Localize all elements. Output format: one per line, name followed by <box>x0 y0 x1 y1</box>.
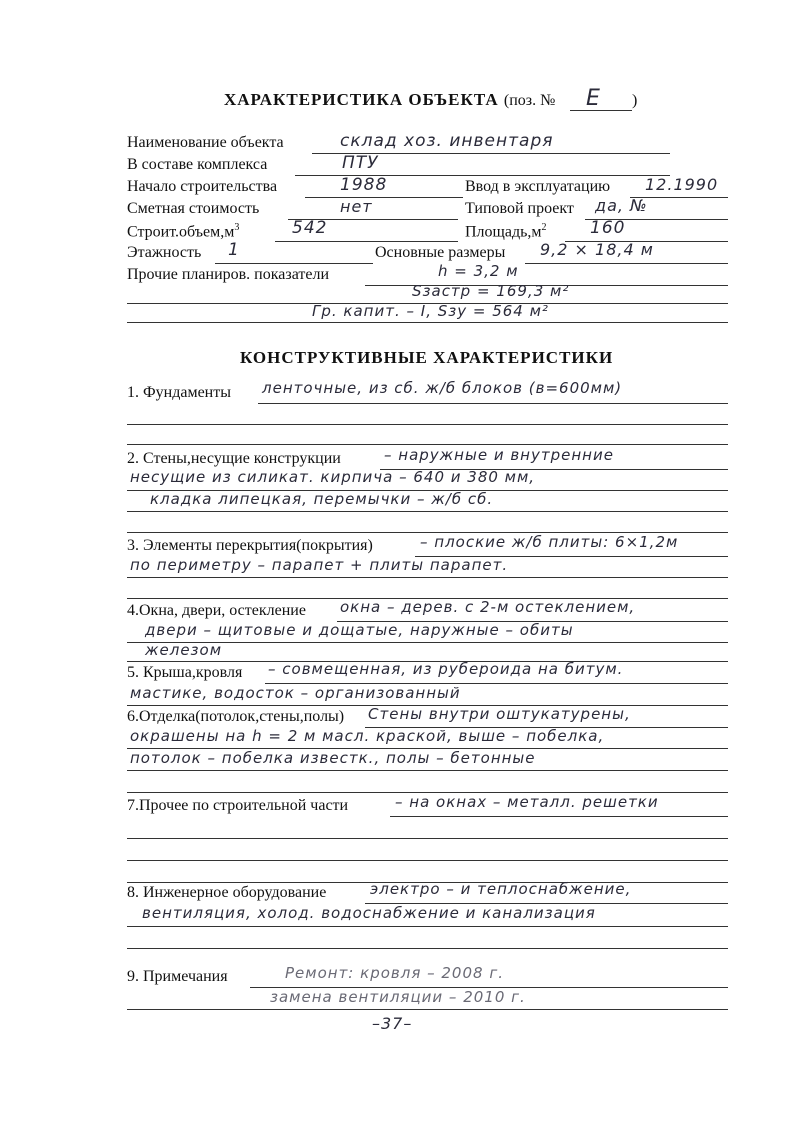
section-2-line: кладка липецкая, перемычки – ж/б сб. <box>150 490 494 508</box>
field-complex-value: ПТУ <box>342 153 379 173</box>
section-9-label: 9. Примечания <box>127 968 228 985</box>
section-9-line: замена вентиляции – 2010 г. <box>270 988 526 1006</box>
section-5-line: мастике, водосток – организованный <box>130 684 461 702</box>
section-3-line: – плоские ж/б плиты: 6×1,2м <box>420 533 679 551</box>
section-3-line: по периметру – парапет + плиты парапет. <box>130 556 509 574</box>
field-name-value: склад хоз. инвентаря <box>340 131 554 151</box>
field-complex-label: В составе комплекса <box>127 156 268 173</box>
section-4-line: окна – дерев. с 2-м остеклением, <box>340 598 636 616</box>
field-typical-value: да, № <box>595 196 648 215</box>
section-6-label: 6.Отделка(потолок,стены,полы) <box>127 708 345 725</box>
section-1-label: 1. Фундаменты <box>127 384 231 401</box>
field-volume-value: 542 <box>292 218 328 238</box>
title-pos-suffix: ) <box>632 92 638 109</box>
field-dimensions-value: 9,2 × 18,4 м <box>540 240 654 259</box>
section-5-label: 5. Крыша,кровля <box>127 664 243 681</box>
section-6-line: потолок – побелка известк., полы – бетонные <box>130 749 536 767</box>
section-7-line: – на окнах – металл. решетки <box>395 793 659 811</box>
document-title <box>224 90 555 110</box>
field-typical-label: Типовой проект <box>465 200 574 217</box>
section-2-label: 2. Стены,несущие конструкции <box>127 450 341 467</box>
field-dimensions-label: Основные размеры <box>375 244 506 261</box>
field-start-label: Начало строительства <box>127 178 278 195</box>
field-other-line: Sзастр = 169,3 м² <box>412 282 570 300</box>
field-name-label: Наименование объекта <box>127 134 284 151</box>
section-7-label: 7.Прочее по строительной части <box>127 797 349 814</box>
section-5-line: – совмещенная, из рубероида на битум. <box>268 660 624 678</box>
field-volume-label: $Строит.объем,м^3$ <box>127 222 240 241</box>
section-2-line: – наружные и внутренние <box>384 446 614 464</box>
field-floors-label: Этажность <box>127 244 202 261</box>
field-start-value: 1988 <box>340 175 388 195</box>
pos-number-value: Е <box>586 86 601 111</box>
section-3-label: 3. Элементы перекрытия(покрытия) <box>127 537 373 554</box>
section-6-line: окрашены на h = 2 м масл. краской, выше – побелка, <box>130 727 605 745</box>
field-other-label: Прочие планиров. показатели <box>127 266 330 283</box>
section-8-label: 8. Инженерное оборудование <box>127 884 327 901</box>
field-cost-value: нет <box>340 197 373 216</box>
title-pos-prefix: (поз. № <box>503 92 556 109</box>
field-area-label: $Площадь,м^2$ <box>465 222 547 241</box>
section-9-line: Ремонт: кровля – 2008 г. <box>285 964 504 982</box>
page-number: –37– <box>372 1014 413 1033</box>
section-1-line: ленточные, из сб. ж/б блоков (в=600мм) <box>262 379 623 397</box>
section-4-line: железом <box>145 641 223 659</box>
section-8-line: электро – и теплоснабжение, <box>370 880 632 898</box>
section-8-line: вентиляция, холод. водоснабжение и канализация <box>142 904 596 922</box>
section-4-label: 4.Окна, двери, остекление <box>127 602 306 619</box>
constructive-title: КОНСТРУКТИВНЫЕ ХАРАКТЕРИСТИКИ <box>240 348 614 367</box>
section-2-line: несущие из силикат. кирпича – 640 и 380 мм, <box>130 468 536 486</box>
field-commission-label: Ввод в эксплуатацию <box>465 178 611 195</box>
section-6-line: Стены внутри оштукатурены, <box>368 705 631 723</box>
field-area-value: 160 <box>590 218 626 238</box>
title-main: ХАРАКТЕРИСТИКА ОБЪЕКТА <box>224 90 499 109</box>
section-4-line: двери – щитовые и дощатые, наружные – обиты <box>145 621 574 639</box>
field-cost-label: Сметная стоимость <box>127 200 260 217</box>
field-commission-value: 12.1990 <box>645 175 719 194</box>
field-floors-value: 1 <box>228 240 240 260</box>
field-other-line: h = 3,2 м <box>438 262 519 280</box>
field-other-line: Гр. капит. – I, Sзу = 564 м² <box>312 302 549 320</box>
